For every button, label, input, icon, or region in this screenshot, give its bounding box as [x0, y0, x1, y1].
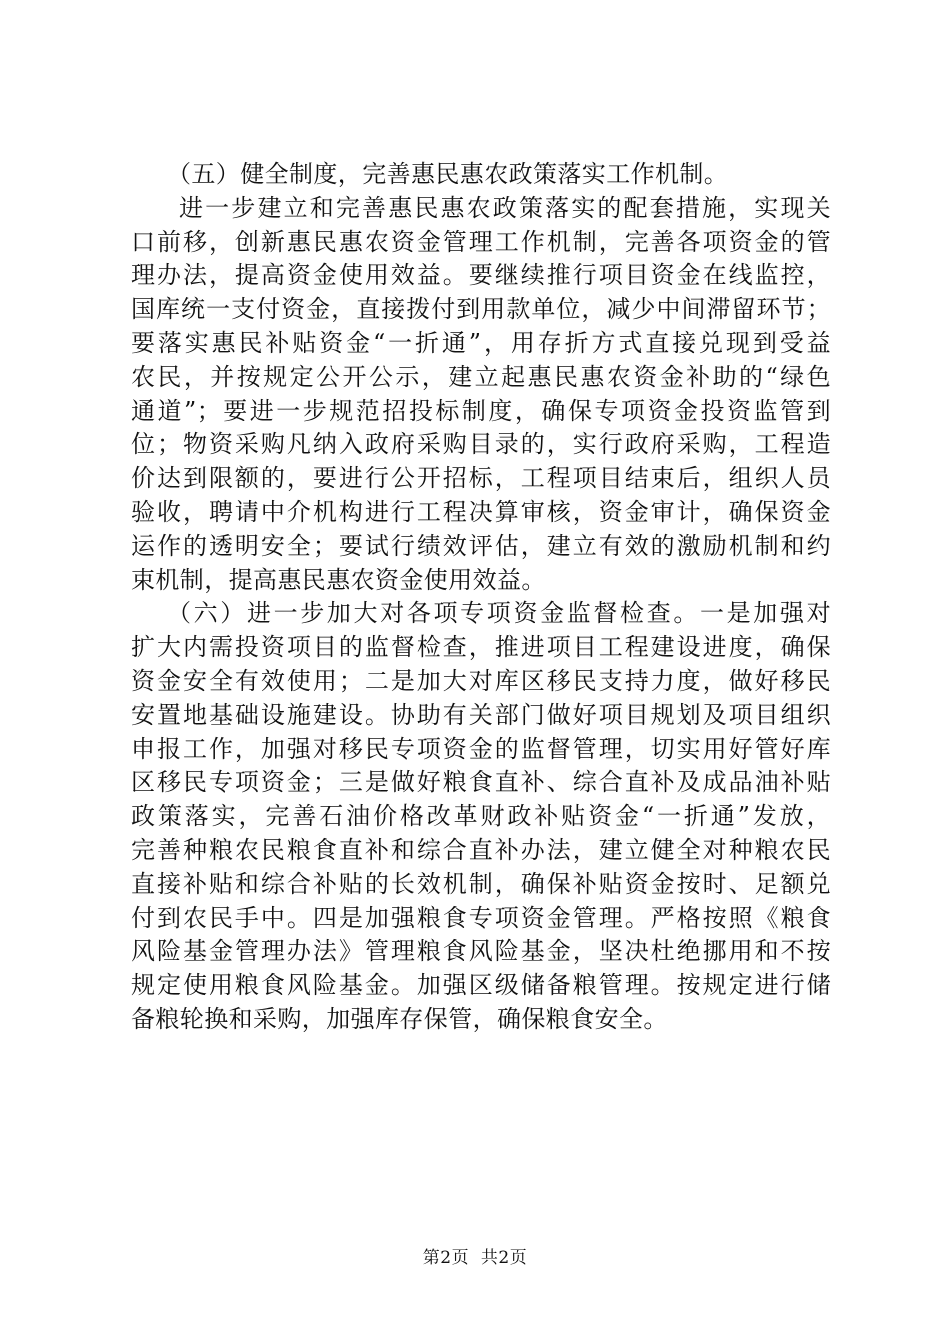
- paragraph-line: 口前移，创新惠民惠农资金管理工作机制，完善各项资金的管: [131, 227, 831, 256]
- paragraph-line: 要落实惠民补贴资金“一折通”，用存折方式直接兑现到受益: [131, 328, 831, 357]
- paragraph-line: 扩大内需投资项目的监督检查，推进项目工程建设进度，确保: [131, 633, 831, 662]
- paragraph-line: 资金安全有效使用；二是加大对库区移民支持力度，做好移民: [131, 666, 831, 695]
- paragraph-line: 安置地基础设施建设。协助有关部门做好项目规划及项目组织: [131, 700, 831, 729]
- paragraph-line: 进一步建立和完善惠民惠农政策落实的配套措施，实现关: [179, 193, 831, 222]
- paragraph-line: 风险基金管理办法》管理粮食风险基金，坚决杜绝挪用和不按: [131, 937, 831, 966]
- section-heading-5: （五）健全制度，完善惠民惠农政策落实工作机制。: [167, 160, 729, 188]
- paragraph-line: 规定使用粮食风险基金。加强区级储备粮管理。按规定进行储: [131, 971, 831, 1000]
- paragraph-line: 验收，聘请中介机构进行工程决算审核，资金审计，确保资金: [131, 497, 831, 526]
- page-number-label: 第2页 共2页: [422, 1248, 528, 1268]
- paragraph-line: 完善种粮农民粮食直补和综合直补办法，建立健全对种粮农民: [131, 835, 831, 864]
- page-footer: [0, 1243, 950, 1268]
- section-heading-6: （六）进一步加大对各项专项资金监督检查。一是加强对: [167, 599, 831, 628]
- paragraph-line: 备粮轮换和采购，加强库存保管，确保粮食安全。: [131, 1004, 668, 1033]
- paragraph-line: 束机制，提高惠民惠农资金使用效益。: [131, 565, 546, 594]
- paragraph-line: 国库统一支付资金，直接拨付到用款单位，减少中间滞留环节；: [131, 295, 831, 324]
- paragraph-line: 区移民专项资金；三是做好粮食直补、综合直补及成品油补贴: [131, 768, 831, 797]
- paragraph-line: 位；物资采购凡纳入政府采购目录的，实行政府采购，工程造: [131, 430, 831, 459]
- paragraph-line: 政策落实，完善石油价格改革财政补贴资金“一折通”发放，: [131, 802, 831, 831]
- paragraph-line: 价达到限额的，要进行公开招标，工程项目结束后，组织人员: [131, 464, 831, 493]
- document-body: [131, 158, 831, 1037]
- paragraph-line: 直接补贴和综合补贴的长效机制，确保补贴资金按时、足额兑: [131, 869, 831, 898]
- paragraph-line: 理办法，提高资金使用效益。要继续推行项目资金在线监控，: [131, 261, 831, 290]
- paragraph-line: 申报工作，加强对移民专项资金的监督管理，切实用好管好库: [131, 734, 831, 763]
- paragraph-line: 付到农民手中。四是加强粮食专项资金管理。严格按照《粮食: [131, 903, 831, 932]
- paragraph-line: 运作的透明安全；要试行绩效评估，建立有效的激励机制和约: [131, 531, 831, 560]
- paragraph-line: 农民，并按规定公开公示，建立起惠民惠农资金补助的“绿色: [131, 362, 831, 391]
- paragraph-line: 通道”；要进一步规范招投标制度，确保专项资金投资监管到: [131, 396, 831, 425]
